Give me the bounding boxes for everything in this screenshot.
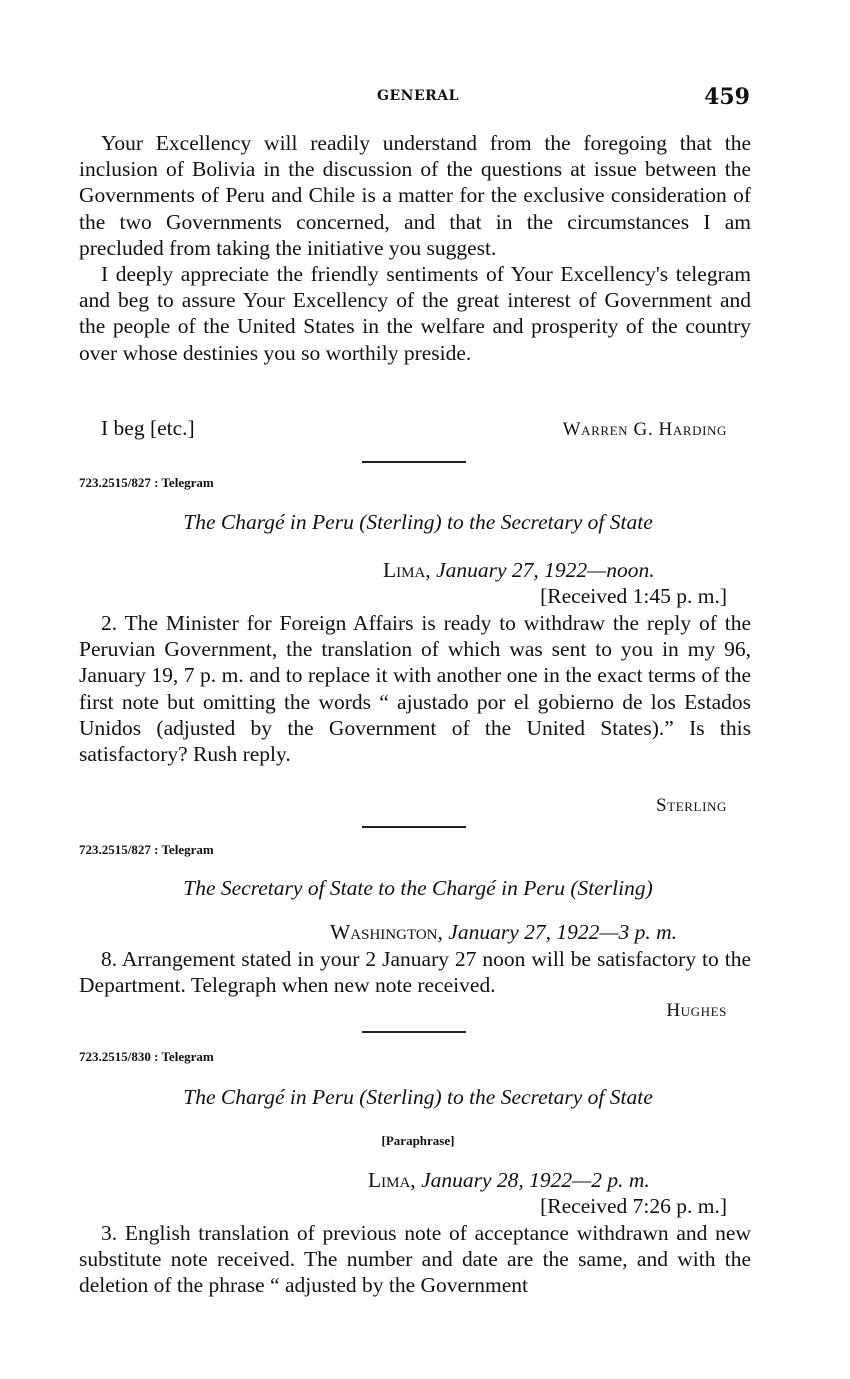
intro-paragraph-2: I deeply appreciate the friendly sentiments of Your Excellency's telegram and beg to assure Your Excellency of the great interest of Government and the people of the United States in the welfare and prosperity of the country over whose destinies you so worthily preside. bbox=[79, 262, 751, 365]
document-title: The Secretary of State to the Chargé in Peru (Sterling) bbox=[183, 876, 653, 900]
page-number: 459 bbox=[704, 84, 750, 110]
section-divider bbox=[362, 826, 466, 828]
file-number: 723.2515/830 : Telegram bbox=[79, 1049, 214, 1064]
dateline-place: Lima, bbox=[368, 1168, 416, 1192]
document-title: The Chargé in Peru (Sterling) to the Secretary of State bbox=[183, 1085, 653, 1109]
closing-text: I beg [etc.] bbox=[101, 416, 195, 440]
telegram-paragraph: 8. Arrangement stated in your 2 January 27 noon will be satisfactory to the Department. Telegraph when new note received. bbox=[79, 947, 751, 998]
telegram-paragraph: 3. English translation of previous note of acceptance withdrawn and new substitute note received. The number and date are the same, and with the deletion of the phrase “ adjusted by the Government bbox=[79, 1221, 751, 1298]
received-note: [Received 1:45 p. m.] bbox=[540, 584, 727, 608]
telegram-body bbox=[79, 610, 751, 767]
document-title: The Chargé in Peru (Sterling) to the Secretary of State bbox=[183, 510, 653, 534]
file-number: 723.2515/827 : Telegram bbox=[79, 842, 214, 857]
dateline bbox=[368, 1168, 650, 1193]
hughes-signature: Hughes bbox=[666, 1000, 727, 1021]
sterling-signature: Sterling bbox=[656, 795, 727, 816]
received-note: [Received 7:26 p. m.] bbox=[540, 1194, 727, 1218]
paraphrase-label: [Paraphrase] bbox=[381, 1133, 455, 1148]
dateline-place: Lima, bbox=[383, 558, 431, 582]
telegram-body bbox=[79, 946, 751, 998]
section-divider bbox=[362, 1031, 466, 1033]
closing-line bbox=[101, 416, 727, 441]
running-head: GENERAL bbox=[377, 88, 459, 104]
dateline-date: January 28, 1922—2 p. m. bbox=[421, 1168, 650, 1192]
dateline bbox=[330, 920, 677, 945]
telegram-paragraph: 2. The Minister for Foreign Affairs is ready to withdraw the reply of the Peruvian Government, the translation of which was sent to you in my 96, January 19, 7 p. m. and to replace it with another one in the exact terms of the first note but omitting the words “ ajustado por el gobierno de los Estados Unidos (adjusted by the Government of the United States).” Is this satisfactory? Rush reply. bbox=[79, 611, 751, 767]
dateline bbox=[383, 558, 655, 583]
dateline-date: January 27, 1922—noon. bbox=[436, 558, 655, 582]
dateline-place: Washington, bbox=[330, 920, 443, 944]
telegram-body bbox=[79, 1220, 751, 1299]
harding-signature: Warren G. Harding bbox=[562, 419, 727, 440]
intro-letter bbox=[79, 130, 751, 366]
section-divider bbox=[362, 461, 466, 463]
intro-paragraph-1: Your Excellency will readily understand from the foregoing that the inclusion of Bolivia in the discussion of the questions at issue between the Governments of Peru and Chile is a matter for the exclusive consideration of the two Governments concerned, and that in the circumstances I am precluded from taking the initiative you suggest. bbox=[79, 131, 751, 260]
dateline-date: January 27, 1922—3 p. m. bbox=[448, 920, 678, 944]
file-number: 723.2515/827 : Telegram bbox=[79, 475, 214, 490]
